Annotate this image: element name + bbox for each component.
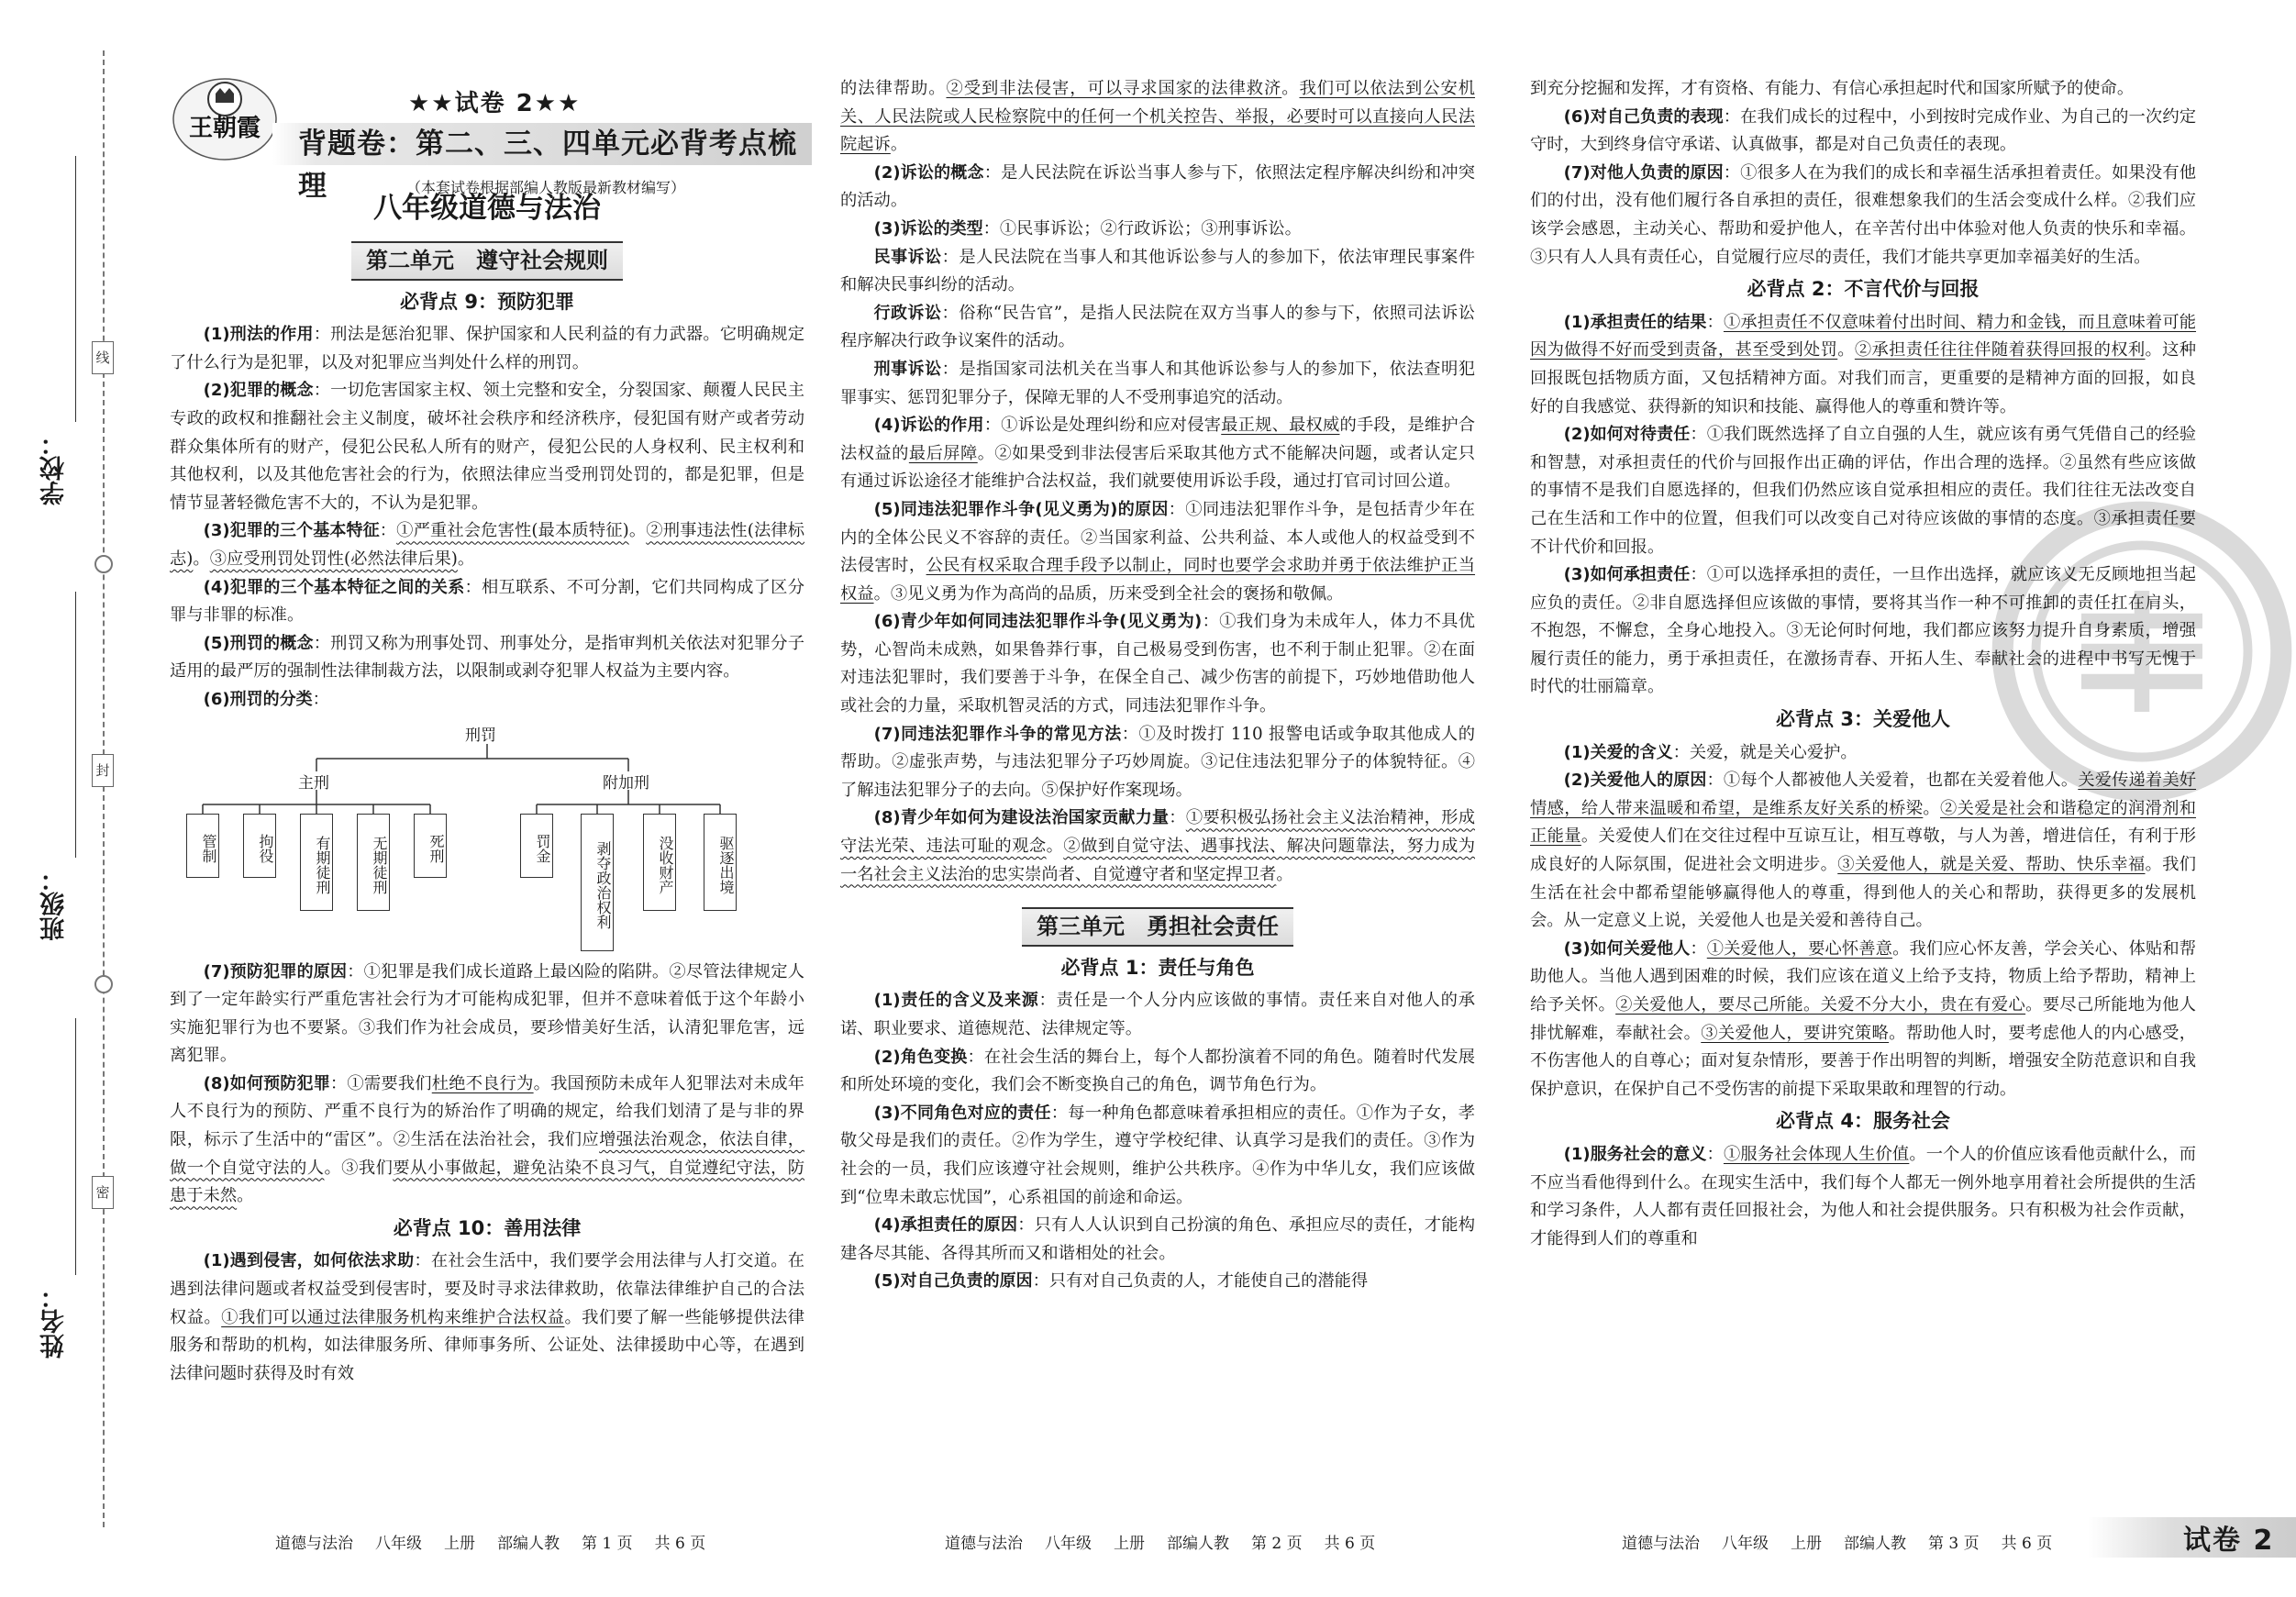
page-column-3 (1530, 75, 2196, 1253)
paragraph: (8)青少年如何为建设法治国家贡献力量：①要积极弘扬社会主义法治精神，形成守法光荣、违法可耻的观念。②做到自觉守法、遇事找法、解决问题靠法，努力成为一名社会主义法治的忠实崇尚者、自觉遵守者和坚定捍卫者。 (840, 808, 1476, 884)
paragraph: (3)如何承担责任：①可以选择承担的责任，一旦作出选择，就应该义无反顾地担当起应负的责任。②非自愿选择但应该做的事情，要将其当作一种不可推卸的责任扛在肩头，不抱怨，不懈怠，全身心地投入。③无论何时何地，我们都应该努力提升自身素质，增强履行责任的能力，勇于承担责任，在激扬青春、开拓人生、奉献社会的进程中书写无愧于时代的壮丽篇章。 (1530, 565, 2197, 697)
paragraph: (4)承担责任的原因：只有人人认识到自己扮演的角色、承担应尽的责任，才能构建各尽其能、各得其所而又和谐相处的社会。 (840, 1215, 1476, 1263)
class-field[interactable] (75, 592, 76, 858)
paragraph: (6)刑罚的分类： (203, 689, 329, 709)
footer-paper-tag: 试卷 2 (2183, 1525, 2275, 1557)
point-heading: 必背点 9：预防犯罪 (400, 290, 574, 313)
paragraph: (3)犯罪的三个基本特征：①严重社会危害性(最本质特征)。②刑事违法性(法律标志)。③应受刑罚处罚性(必然法律后果)。 (170, 521, 805, 569)
name-field[interactable] (75, 1018, 76, 1275)
diagram-box: 有期徒刑 (300, 814, 333, 911)
paragraph: (5)对自己负责的原因：只有对自己负责的人，才能使自己的潜能得 (873, 1271, 1369, 1292)
binding-mark-secret: 密 (92, 1176, 114, 1209)
school-field[interactable] (75, 156, 76, 422)
paragraph: (4)诉讼的作用：①诉讼是处理纠纷和应对侵害最正规、最权威的手段，是维护合法权益的最后屏障。②如果受到非法侵害后采取其他方式不能解决问题，或者认定只有通过诉讼途径才能维护合法权益，我们就要使用诉讼手段，通过打官司讨回公道。 (840, 416, 1476, 492)
diagram-box: 罚金 (520, 814, 553, 878)
paragraph: (1)刑法的作用：刑法是惩治犯罪、保护国家和人民利益的有力武器。它明确规定了什么行为是犯罪，以及对犯罪应当判处什么样的刑罚。 (170, 325, 805, 372)
paper-tag: ★★试卷 2★★ (408, 90, 582, 117)
paragraph: 民事诉讼：是人民法院在当事人和其他诉讼参与人的参加下，依法审理民事案件和解决民事纠纷的活动。 (840, 247, 1476, 295)
paragraph: (1)责任的含义及来源：责任是一个人分内应该做的事情。责任来自对他人的承诺、职业要求、道德规范、法律规定等。 (840, 991, 1475, 1038)
page-footer-1: 道德与法治 八年级 上册 部编人教 第 1 页 共 6 页 (275, 1535, 706, 1553)
school-label: 学校： (40, 431, 69, 505)
paragraph: 行政诉讼：俗称“民告官”，是指人民法院在双方当事人的参与下，依照司法诉讼程序解决行政争议案件的活动。 (840, 303, 1475, 351)
paragraph: (2)诉讼的概念：是人民法院在诉讼当事人参与下，依照法定程序解决纠纷和冲突的活动。 (840, 162, 1476, 211)
diagram-box: 剥夺政治权利 (581, 814, 614, 951)
paragraph: 到充分挖掘和发挥，才有资格、有能力、有信心承担起时代和国家所赋予的使命。 (1530, 79, 2135, 98)
binding-mark-seal: 封 (92, 754, 114, 787)
page-title: 背题卷：第二、三、四单元必背考点梳理 (272, 123, 812, 165)
paragraph: (1)承担责任的结果：①承担责任不仅意味着付出时间、精力和金钱，而且意味着可能因为做得不好而受到责备，甚至受到处罚。②承担责任往往伴随着获得回报的权利。这种回报既包括物质方面，又包括精神方面。对我们而言，更重要的是精神方面的回报，如良好的自我感觉、获得新的知识和技能、赢得他人的尊重和赞许等。 (1530, 312, 2197, 416)
paragraph: (2)犯罪的概念：一切危害国家主权、领土完整和安全，分裂国家、颠覆人民民主专政的政权和推翻社会主义制度，破坏社会秩序和经济秩序，侵犯国有财产或者劳动群众集体所有的财产，侵犯公民私人所有的财产，侵犯公民的人身权利、民主权利和其他权利，以及其他危害社会的行为，依照法律应当受刑罚处罚的，都是犯罪，但是情节显著轻微危害不大的，不认为是犯罪。 (170, 381, 805, 513)
unit-heading: 第二单元 遵守社会规则 (170, 241, 804, 281)
diagram-box: 拘役 (243, 814, 276, 878)
paragraph: (5)刑罚的概念：刑罚又称为刑事处罚、刑事处分，是指审判机关依法对犯罪分子适用的最严厉的强制性法律制裁方法，以限制或剥夺犯罪人权益为主要内容。 (170, 633, 805, 682)
page-column-1 (170, 66, 804, 1388)
point-heading: 必背点 2：不言代价与回报 (1747, 278, 1980, 301)
point-heading: 必背点 1：责任与角色 (1060, 956, 1255, 979)
diagram-box: 没收财产 (643, 814, 676, 911)
brand-logo-icon (170, 66, 287, 163)
paragraph: 刑事诉讼：是指国家司法机关在当事人和其他诉讼参与人的参加下，依法查明犯罪事实、惩罚犯罪分子，保障无罪的人不受刑事追究的活动。 (840, 359, 1476, 407)
paragraph: (4)犯罪的三个基本特征之间的关系：相互联系、不可分割，它们共同构成了区分罪与非罪的标准。 (170, 577, 804, 626)
paragraph: (1)服务社会的意义：①服务社会体现人生价值。一个人的价值应该看他贡献什么，而不应当看他得到什么。在现实生活中，我们每个人都无一例外地享用着社会所提供的生活和学习条件，人人都有责任回报社会，为他人和社会提供服务。只有积极为社会作贡献，才能得到人们的尊重和 (1530, 1144, 2197, 1248)
paragraph: (3)不同角色对应的责任：每一种角色都意味着承担相应的责任。①作为子女，孝敬父母是我们的责任。②作为学生，遵守学校纪律、认真学习是我们的责任。③作为社会的一员，我们应该遵守社会规则，维护公共秩序。④作为中华儿女，我们应该做到“位卑未敢忘忧国”，心系祖国的前途和命运。 (840, 1103, 1475, 1207)
paragraph: (1)关爱的含义：关爱，就是关心爱护。 (1563, 742, 1858, 762)
diagram-main-penalty: 主刑 (298, 773, 329, 793)
binding-knot-icon (94, 555, 113, 573)
logo-text: 王朝霞 (188, 115, 261, 142)
diagram-extra-penalty: 附加刑 (603, 773, 649, 793)
point-heading: 必背点 10：善用法律 (393, 1216, 582, 1239)
paragraph: (6)对自己负责的表现：在我们成长的过程中，小到按时完成作业、为自己的一次约定守时，大到终身信守承诺、认真做事，都是对自己负责任的表现。 (1530, 106, 2197, 155)
point-heading: 必背点 4：服务社会 (1776, 1110, 1950, 1133)
point-heading: 必背点 3：关爱他人 (1776, 708, 1950, 731)
binding-mark-line: 线 (92, 341, 114, 374)
binding-knot-icon (94, 975, 113, 993)
paragraph: (7)预防犯罪的原因：①犯罪是我们成长道路上最凶险的陷阱。②尽管法律规定人到了一定年龄实行严重危害社会行为才可能构成犯罪，但并不意味着低于这个年龄小实施犯罪行为也不要紧。③我们作为社会成员，要珍惜美好生活，认清犯罪危害，远离犯罪。 (170, 961, 805, 1066)
class-label: 班级： (40, 867, 69, 941)
paragraph: (2)角色变换：在社会生活的舞台上，每个人都扮演着不同的角色。随着时代发展和所处环境的变化，我们会不断变换自己的角色，调节角色行为。 (840, 1047, 1475, 1095)
paragraph: (1)遇到侵害，如何依法求助：在社会生活中，我们要学会用法律与人打交道。在遇到法律问题或者权益受到侵害时，要及时寻求法律救助，依靠法律维护自己的合法权益。①我们可以通过法律服务机构来维护合法权益。我们要了解一些能够提供法律服务和帮助的机构，如法律服务所、律师事务所、公证处、法律援助中心等，在遇到法律问题时获得及时有效 (170, 1251, 805, 1383)
paragraph: (7)同违法犯罪作斗争的常见方法：①及时拨打 110 报警电话或争取其他成人的帮助。②虚张声势，与违法犯罪分子巧妙周旋。③记住违法犯罪分子的体貌特征。④了解违法犯罪分子的去向。⑤保护好作案现场。 (840, 724, 1475, 800)
diagram-box: 无期徒刑 (357, 814, 390, 911)
diagram-box: 驱逐出境 (704, 814, 737, 911)
diagram-box: 管制 (186, 814, 219, 878)
binding-dashed-line (103, 50, 105, 1527)
subject-title: 八年级道德与法治 (373, 192, 601, 225)
diagram-root: 刑罚 (465, 726, 496, 745)
page-footer-2: 道德与法治 八年级 上册 部编人教 第 2 页 共 6 页 (945, 1535, 1376, 1553)
paragraph: (2)如何对待责任：①我们既然选择了自立自强的人生，就应该有勇气凭借自己的经验和智慧，对承担责任的代价与回报作出正确的评估，作出合理的选择。②虽然有些应该做的事情不是我们自愿选择的，但我们仍然应该自觉承担相应的责任。我们往往无法改变自己在生活和工作中的位置，但我们可以改变自己对待应该做的事情的态度。③承担责任要不计代价和回报。 (1530, 425, 2197, 557)
paragraph: (7)对他人负责的原因：①很多人在为我们的成长和幸福生活承担着责任。如果没有他们的付出，没有他们履行各自承担的责任，很难想象我们的生活会变成什么样。②我们应该学会感恩，主动关心、帮助和爱护他人，在辛苦付出中体验对他人负责的快乐和幸福。③只有人人具有责任心，自觉履行应尽的责任，我们才能共享更加幸福美好的生活。 (1530, 162, 2197, 267)
unit-heading: 第三单元 勇担社会责任 (840, 907, 1475, 947)
paper-header (170, 66, 804, 225)
paragraph: 的法律帮助。②受到非法侵害，可以寻求国家的法律救济。我们可以依法到公安机关、人民法院或人民检察院中的任何一个机关控告、举报，必要时可以直接向人民法院起诉。 (840, 79, 1476, 155)
paragraph: (6)青少年如何同违法犯罪作斗争(见义勇为)：①我们身为未成年人，体力不具优势，心智尚未成熟，如果鲁莽行事，自己极易受到伤害，也不利于制止犯罪。②在面对违法犯罪时，我们要善于斗争，在保全自己、减少伤害的前提下，巧妙地借助他人或社会的力量，采取机智灵活的方式，同违法犯罪作斗争。 (840, 612, 1475, 716)
paragraph: (2)关爱他人的原因：①每个人都被他人关爱着，也都在关爱着他人。关爱传递着美好情感，给人带来温暖和希望，是维系友好关系的桥梁。②关爱是社会和谐稳定的润滑剂和正能量。关爱使人们在交往过程中互谅互让，相互尊敬，与人为善，增进信任，有利于形成良好的人际氛围，促进社会文明进步。③关爱他人，就是关爱、帮助、快乐幸福。我们生活在社会中都希望能够赢得他人的尊重，得到他人的关心和帮助，获得更多的发展机会。从一定意义上说，关爱他人也是关爱和善待自己。 (1530, 771, 2197, 931)
penalty-classification-diagram (170, 716, 804, 957)
paragraph: (3)诉讼的类型：①民事诉讼；②行政诉讼；③刑事诉讼。 (873, 218, 1302, 238)
diagram-box: 死刑 (414, 814, 447, 878)
paragraph: (8)如何预防犯罪：①需要我们杜绝不良行为。我国预防未成年人犯罪法对未成年人不良行为的预防、严重不良行为的矫治作了明确的规定，给我们划清了是与非的界限，标示了生活中的“雷区”。②生活在法治社会，我们应增强法治观念，依法自律，做一个自觉守法的人。③我们要从小事做起，避免沾染不良习气，自觉遵纪守法，防患于未然。 (170, 1073, 805, 1206)
name-label: 姓名： (40, 1284, 69, 1359)
binding-margin (0, 0, 138, 1597)
page-footer-3: 道德与法治 八年级 上册 部编人教 第 3 页 共 6 页 (1622, 1535, 2053, 1553)
paragraph: (3)如何关爱他人：①关爱他人，要心怀善意。我们应心怀友善，学会关心、体贴和帮助他人。当他人遇到困难的时候，我们应该在道义上给予支持，物质上给予帮助，精神上给予关怀。②关爱他人，要尽己所能。关爱不分大小，贵在有爱心。要尽己所能地为他人排忧解难，奉献社会。③关爱他人，要讲究策略。帮助他人时，要考虑他人的内心感受，不伤害他人的自尊心；面对复杂情形，要善于作出明智的判断，增强安全防范意识和自我保护意识，在保护自己不受伤害的前提下采取果敢和理智的行动。 (1530, 938, 2197, 1099)
edition-note: （本套试卷根据部编人教版最新教材编写） (405, 179, 685, 196)
paragraph: (5)同违法犯罪作斗争(见义勇为)的原因：①同违法犯罪作斗争，是包括青少年在内的全体公民义不容辞的责任。②当国家利益、公共利益、本人或他人的权益受到不法侵害时，公民有权采取合理手段予以制止，同时也要学会求助并勇于依法维护正当权益。③见义勇为作为高尚的品质，历来受到全社会的褒扬和敬佩。 (840, 499, 1476, 604)
page-column-2 (840, 75, 1475, 1296)
